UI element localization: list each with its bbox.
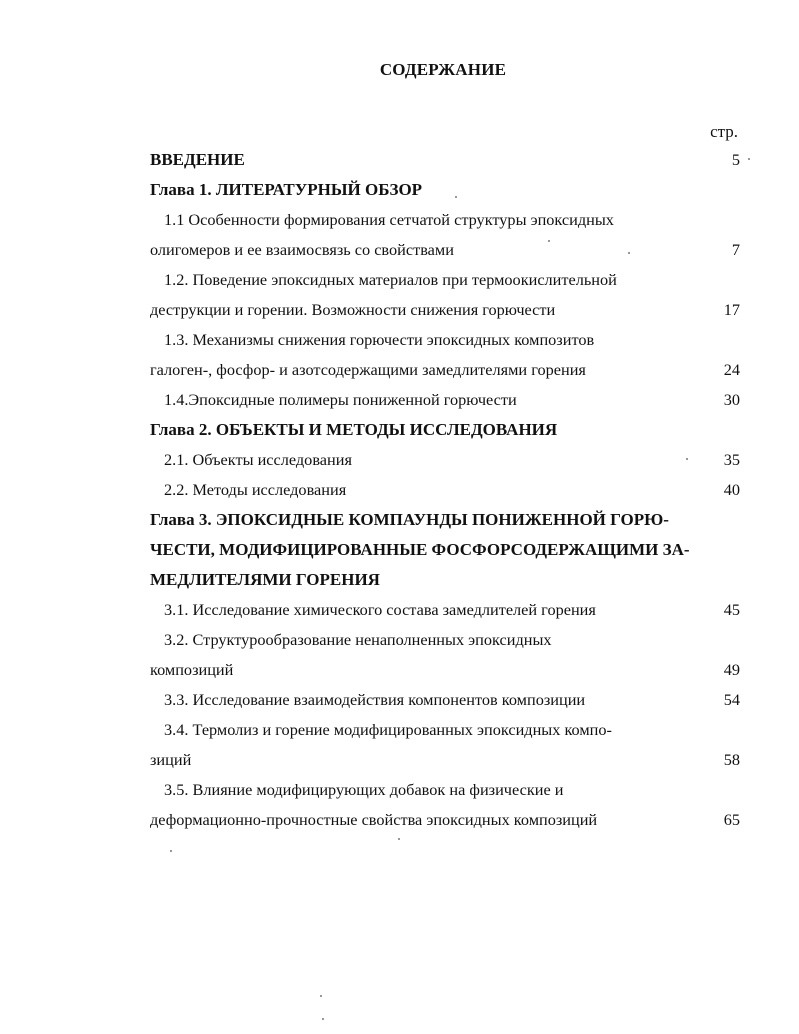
scan-speck (628, 252, 630, 254)
toc-chapter-1-heading (150, 175, 740, 205)
toc-entry-page: 49 (723, 660, 740, 679)
toc-entry-text: 3.1. Исследование химического состава замедлителей горения (164, 600, 596, 619)
toc-entry-page: 35 (723, 450, 740, 469)
page-column-label: стр. (710, 122, 738, 141)
toc-entry-1-4 (150, 385, 740, 415)
scan-speck (398, 838, 400, 840)
toc-entry-page: 65 (723, 810, 740, 829)
toc-chapter-3-heading-end (150, 565, 740, 595)
toc-entry-text: 3.3. Исследование взаимодействия компонентов композиции (164, 690, 586, 709)
toc-entry-3-4 (150, 715, 740, 745)
toc-entry-3-5-cont (150, 805, 740, 835)
toc-entry-text: ВВЕДЕНИЕ (150, 150, 245, 169)
toc-entry-page: 54 (723, 690, 740, 709)
toc-entry-introduction (150, 145, 740, 175)
toc-chapter-2-heading (150, 415, 740, 445)
toc-entry-1-2-cont (150, 295, 740, 325)
toc-entry-page: 17 (723, 300, 740, 319)
toc-entry-3-4-cont (150, 745, 740, 775)
scan-speck (170, 850, 172, 852)
toc-entry-text: МЕДЛИТЕЛЯМИ ГОРЕНИЯ (150, 570, 380, 589)
scan-speck (320, 995, 322, 997)
toc-entry-text: 1.1 Особенности формирования сетчатой структуры эпоксидных (164, 210, 614, 229)
toc-entry-page: 40 (723, 480, 740, 499)
toc-entry-text: 1.2. Поведение эпоксидных материалов при термоокислительной (164, 270, 617, 289)
toc-entry-text: Глава 3. ЭПОКСИДНЫЕ КОМПАУНДЫ ПОНИЖЕННОЙ ГОРЮ- (150, 510, 669, 529)
scan-speck (748, 158, 750, 160)
toc-entry-text: деструкции и горении. Возможности снижения горючести (150, 300, 556, 319)
page-title: СОДЕРЖАНИЕ (379, 60, 507, 79)
toc-entry-text: деформационно-прочностные свойства эпоксидных композиций (150, 810, 598, 829)
toc-entry-text: 3.4. Термолиз и горение модифицированных эпоксидных компо- (164, 720, 612, 739)
scan-speck (322, 1018, 324, 1020)
toc-entry-3-2-cont (150, 655, 740, 685)
toc-entry-3-2 (150, 625, 740, 655)
toc-entry-1-3-cont (150, 355, 740, 385)
toc-entry-3-1 (150, 595, 740, 625)
toc-entry-text: 2.2. Методы исследования (164, 480, 347, 499)
toc-entry-1-2 (150, 265, 740, 295)
toc-entry-text: Глава 1. ЛИТЕРАТУРНЫЙ ОБЗОР (150, 180, 423, 199)
toc-entry-1-3 (150, 325, 740, 355)
toc-entry-text: ЧЕСТИ, МОДИФИЦИРОВАННЫЕ ФОСФОРСОДЕРЖАЩИМИ ЗА- (150, 540, 690, 559)
toc-entry-page: 5 (731, 150, 740, 169)
toc-entry-2-1 (150, 445, 740, 475)
toc-entry-text: 3.2. Структурообразование ненаполненных эпоксидных (164, 630, 552, 649)
scan-speck (455, 196, 457, 198)
toc-chapter-3-heading-cont (150, 535, 740, 565)
scan-speck (686, 458, 688, 460)
toc-entry-2-2 (150, 475, 740, 505)
toc-entry-text: олигомеров и ее взаимосвязь со свойствами (150, 240, 454, 259)
toc-entry-3-3 (150, 685, 740, 715)
scan-speck (548, 240, 550, 242)
toc-entry-page: 24 (723, 360, 740, 379)
toc-chapter-3-heading (150, 505, 740, 535)
toc-entry-text: 1.4.Эпоксидные полимеры пониженной горючести (164, 390, 517, 409)
toc-entry-page: 30 (723, 390, 740, 409)
toc-entry-page: 45 (723, 600, 740, 619)
toc-entry-text: Глава 2. ОБЪЕКТЫ И МЕТОДЫ ИССЛЕДОВАНИЯ (150, 420, 558, 439)
toc-entry-text: 2.1. Объекты исследования (164, 450, 352, 469)
toc-entry-page: 7 (731, 240, 740, 259)
toc-entry-3-5 (150, 775, 740, 805)
toc-entry-1-1 (150, 205, 740, 235)
toc-entry-text: зиций (150, 750, 192, 769)
toc-entry-1-1-cont (150, 235, 740, 265)
toc-entry-text: 1.3. Механизмы снижения горючести эпоксидных композитов (164, 330, 595, 349)
toc-entry-page: 58 (723, 750, 740, 769)
toc-entry-text: галоген-, фосфор- и азотсодержащими замедлителями горения (150, 360, 586, 379)
toc-entry-text: 3.5. Влияние модифицирующих добавок на физические и (164, 780, 564, 799)
toc-entry-text: композиций (150, 660, 234, 679)
table-of-contents (150, 145, 740, 835)
